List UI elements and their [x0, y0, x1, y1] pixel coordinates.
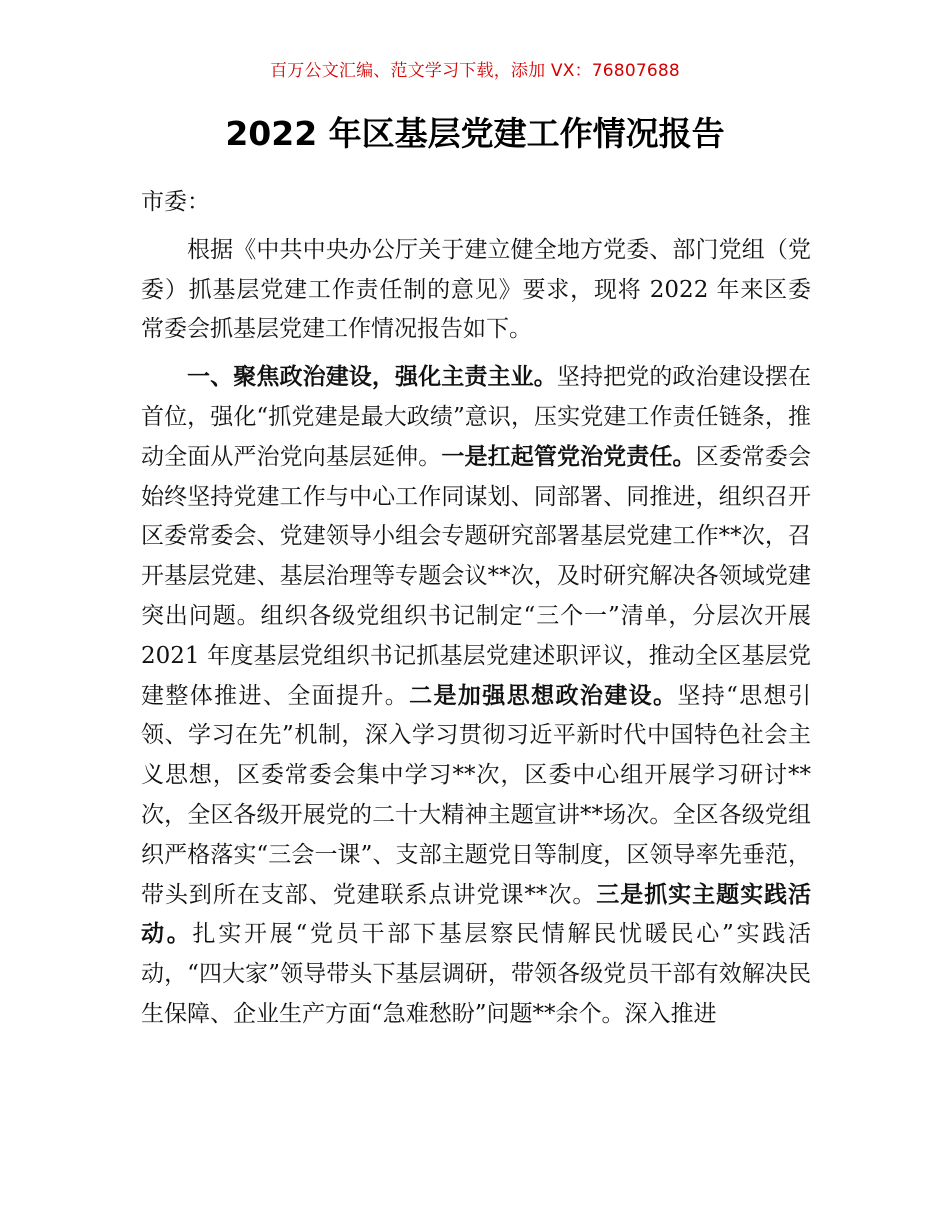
section-1-text: 坚持把党的政治建设摆在首位，强化“抓党建是最大政绩”意识，压实党建工作责任链条，推动全面从严治党向基层延伸。	[141, 364, 812, 470]
document-title: 2022 年区基层党建工作情况报告	[225, 114, 725, 153]
intro-paragraph: 根据《中共中央办公厅关于建立健全地方党委、部门党组（党委）抓基层党建工作责任制的意见》要求，现将 2022 年来区委常委会抓基层党建工作情况报告如下。	[141, 236, 811, 343]
salutation: 市委：	[141, 189, 210, 215]
point-2-text: 坚持“思想引领、学习在先”机制，深入学习贯彻习近平新时代中国特色社会主义思想，区委常委会集中学习**次，区委中心组开展学习研讨**次，全区各级开展党的二十大精神主题宣讲**场次。全区各级党组织严格落实“三会一课”、支部主题党日等制度，区领导率先垂范，带头到所在支部、党建联系点讲党课**次。	[141, 682, 811, 908]
section-1-heading: 一、聚焦政治建设，强化主责主业。	[187, 364, 557, 391]
promo-banner: 百万公文汇编、范文学习下载，添加 VX：76807688	[270, 61, 680, 81]
document-body	[141, 183, 811, 1035]
point-2-title: 二是加强思想政治建设。	[409, 682, 678, 709]
point-3-text: 扎实开展“党员干部下基层察民情解民忧暖民心”实践活动，“四大家”领导带头下基层调研，带领各级党员干部有效解决民生保障、企业生产方面“急难愁盼”问题**余个。深入推进	[141, 921, 811, 1027]
point-1-text: 区委常委会始终坚持党建工作与中心工作同谋划、同部署、同推进，组织召开区委常委会、党建领导小组会专题研究部署基层党建工作**次，召开基层党建、基层治理等专题会议**次，及时研究解决各领域党建突出问题。组织各级党组织书记制定“三个一”清单，分层次开展 2021 年度基层党组织书记抓基层党建述职评议，推动全区基层党建整体推进、全面提升。	[141, 443, 812, 709]
section-1-paragraph	[141, 358, 811, 1035]
point-1-title: 一是扛起管党治党责任。	[441, 443, 696, 470]
point-3-title: 三是抓实主题实践活动。	[141, 881, 812, 948]
